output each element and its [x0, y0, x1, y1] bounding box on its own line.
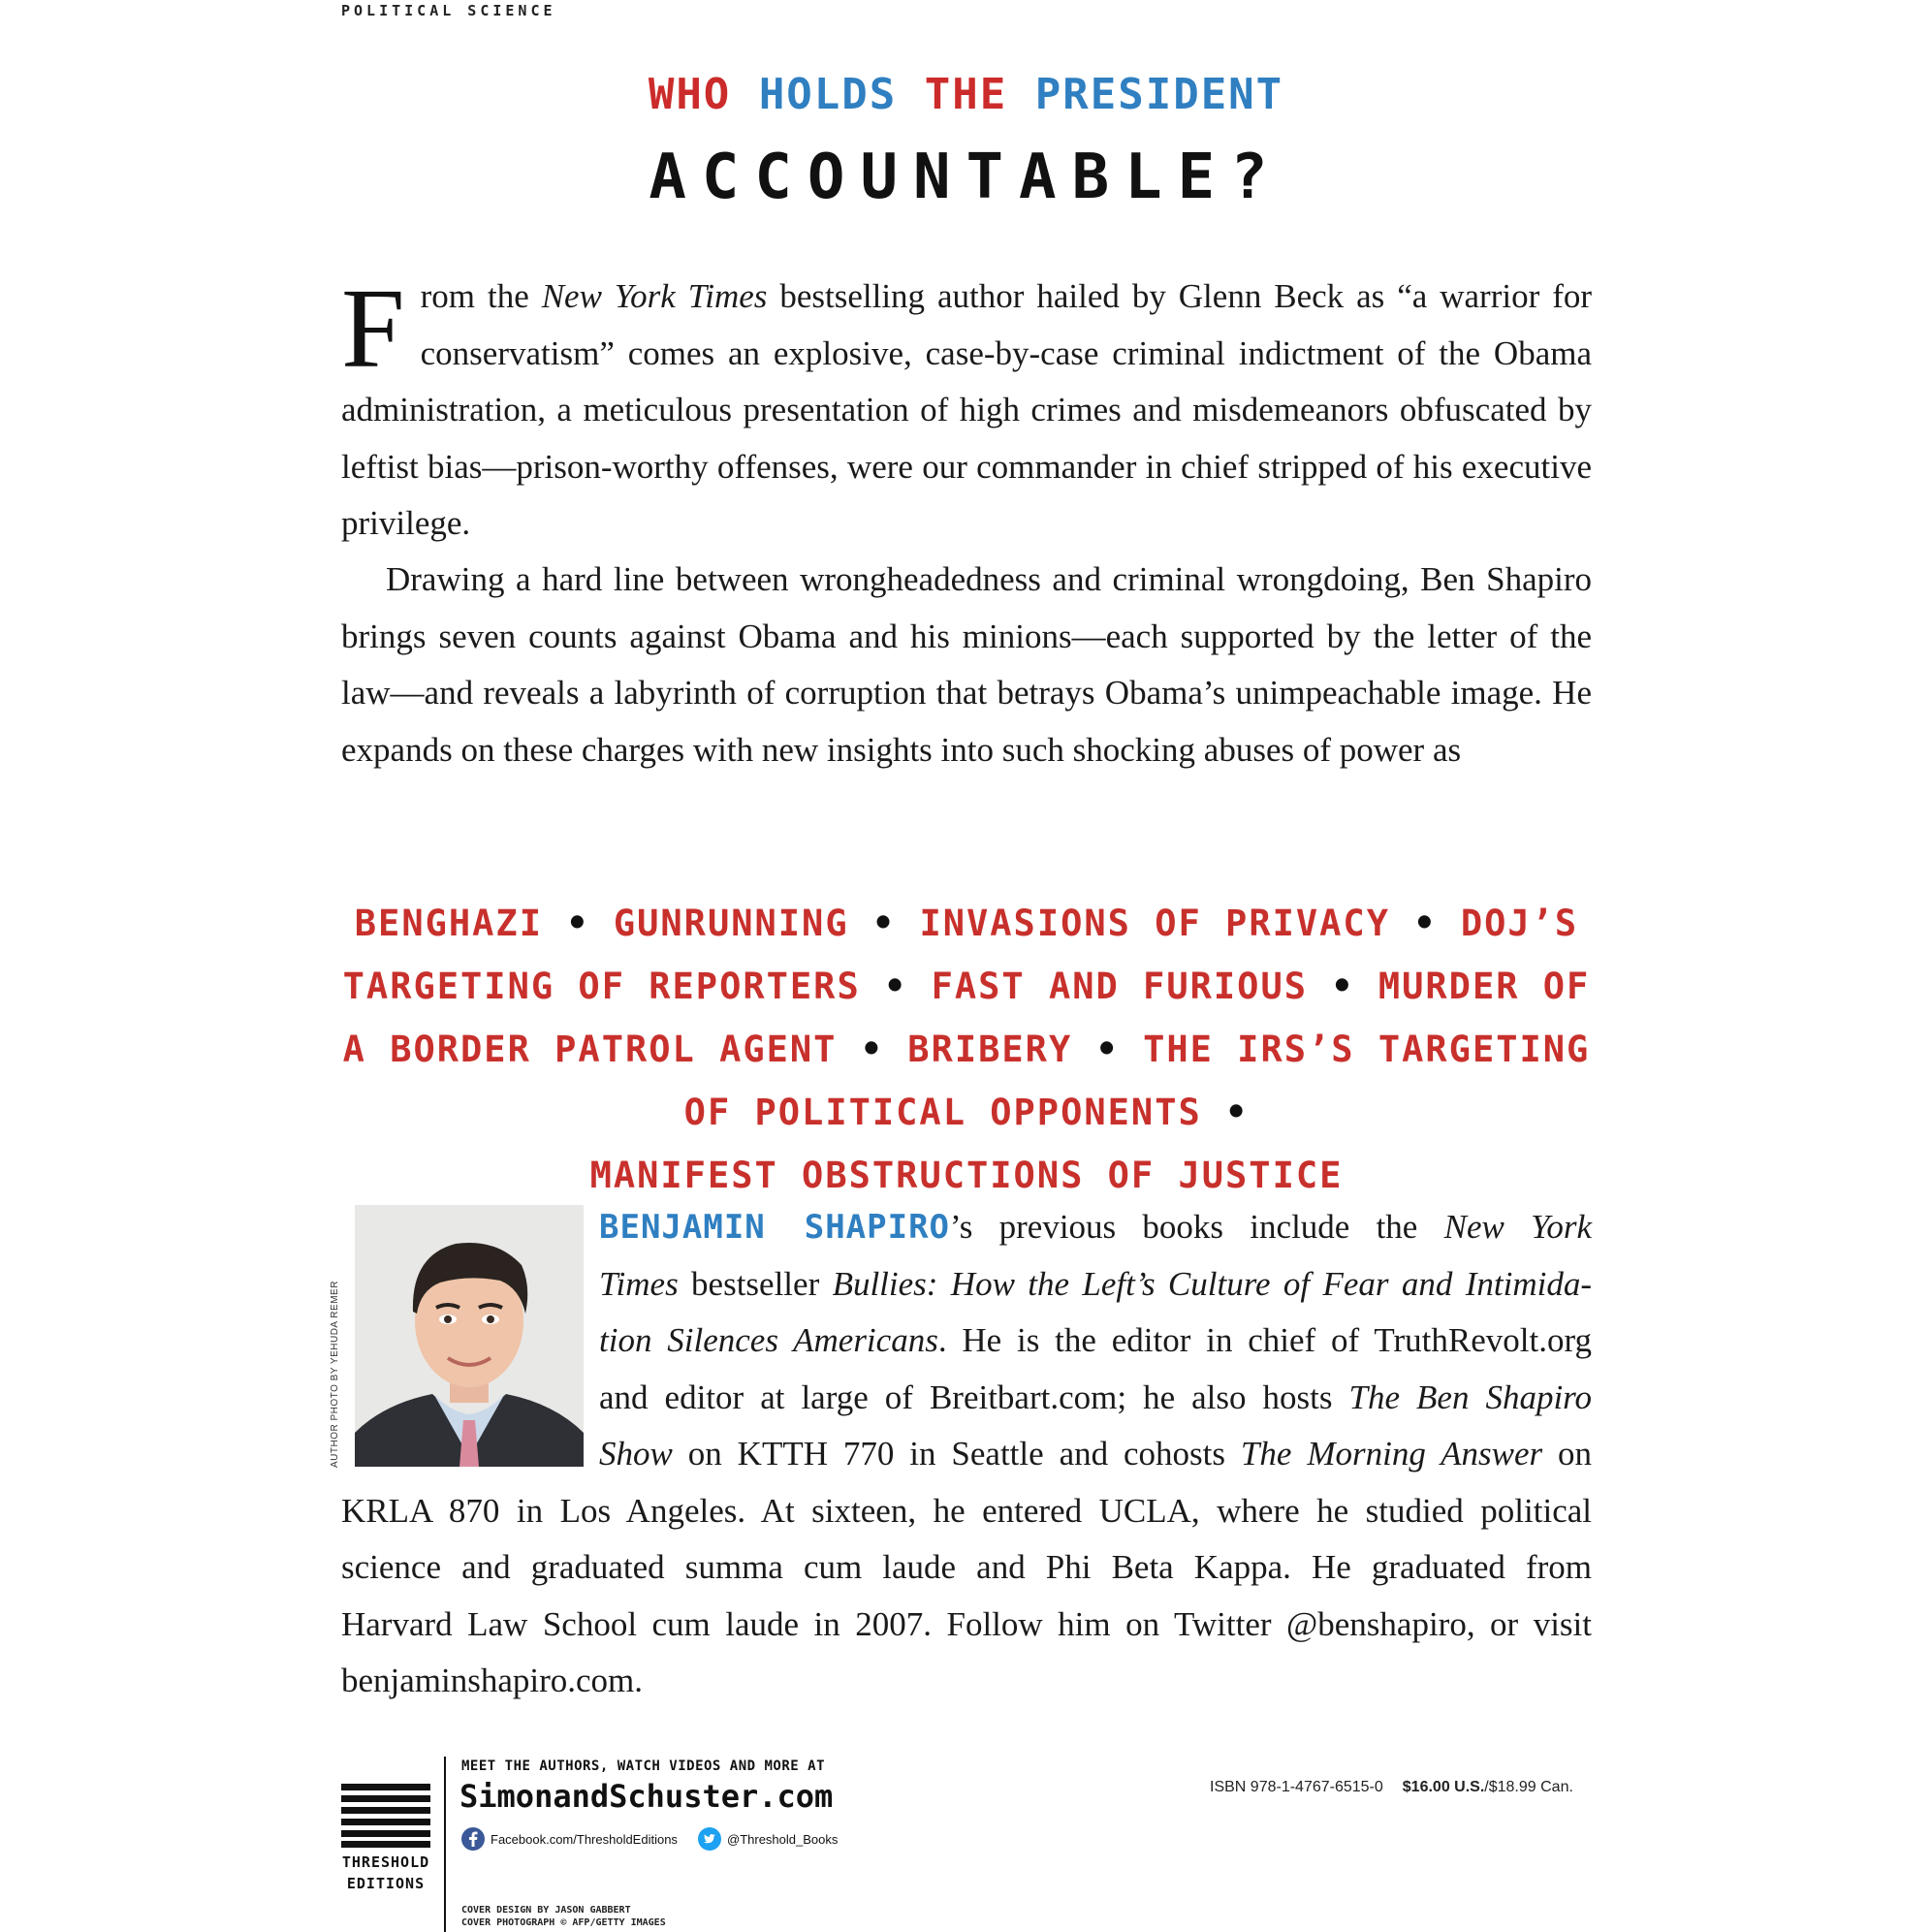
bio-line: Harvard Law School cum laude in 2007. Follow him on Twitter @benshapiro, or visit — [341, 1604, 1592, 1643]
intro-paragraph-1: From the New York Times bestselling author hailed by Glenn Beck as “a warrior for conservatism” comes an explosive, case-by-case criminal indictment of the Obama administration, a meticulous presentation of high crimes and misdemeanors obfuscated by leftist bias—prison-worthy offenses, were our commander in chief stripped of his executive privilege. — [341, 265, 1593, 542]
flag-stripes-icon — [341, 1784, 430, 1848]
bio-line: BENJAMIN SHAPIRO’s previous books include the New York — [599, 1208, 1593, 1247]
price-us: $16.00 U.S. — [1402, 1779, 1485, 1795]
charge-item: DOJ’S TARGETING OF REPORTERS — [342, 903, 1579, 1007]
isbn-price — [1210, 1779, 1573, 1796]
bio-line: benjaminshapiro.com. — [341, 1662, 644, 1699]
author-name: BENJAMIN SHAPIRO — [599, 1208, 951, 1247]
twitter-link[interactable] — [698, 1827, 838, 1851]
bio-line: KRLA 870 in Los Angeles. At sixteen, he entered UCLA, where he studied political — [341, 1491, 1592, 1530]
charge-item: GUNRUNNING — [613, 903, 849, 944]
charge-item: BENGHAZI — [354, 903, 543, 944]
charges-list: BENGHAZI • GUNRUNNING • INVASIONS OF PRIVACY • DOJ’S TARGETING OF REPORTERS • FAST AND FURIOUS • MURDER OF A BORDER PATROL AGENT • BRIBERY • THE IRS’S TARGETING OF POLITICAL OPPONENTS • MANIFEST OBSTRUCTIONS OF JUSTICE — [342, 903, 1591, 1196]
publisher-website[interactable]: SimonandSchuster.com — [459, 1778, 834, 1815]
charge-item: INVASIONS OF PRIVACY — [919, 903, 1390, 944]
headline-word-who: WHO — [648, 70, 732, 119]
author-photo-credit: AUTHOR PHOTO BY YEHUDA REMER — [330, 1281, 340, 1468]
logo-text-editions: EDITIONS — [346, 1875, 426, 1892]
bio-line: Show on KTTH 770 in Seattle and cohosts The Morning Answer on — [599, 1435, 1593, 1473]
intro-paragraph-2: Drawing a hard line between wrongheadedness and criminal wrongdoing, Ben Shapiro brings seven counts against Obama and his minions—each supported by the letter of the law—and reveals a labyrinth of corruption that betrays Obama’s unimpeachable image. He expands on these charges with new insights into such shocking abuses of power as — [341, 560, 1592, 769]
headline-question — [0, 70, 1932, 119]
headline-word-the: THE — [924, 70, 1008, 119]
headline-word-president: PRESIDENT — [1034, 70, 1284, 119]
drop-cap: F — [341, 265, 405, 392]
charge-item: MURDER OF A BORDER PATROL AGENT — [342, 966, 1591, 1070]
footer-divider — [444, 1757, 446, 1932]
price-can: /$18.99 Can. — [1484, 1779, 1573, 1795]
headline-word-holds: HOLDS — [758, 70, 898, 119]
facebook-handle: Facebook.com/ThresholdEditions — [491, 1831, 678, 1847]
category-label: POLITICAL SCIENCE — [341, 2, 556, 19]
logo-text-threshold: THRESHOLD — [341, 1853, 430, 1871]
cover-credits — [461, 1904, 666, 1929]
twitter-icon — [698, 1827, 721, 1851]
charge-item: THE IRS’S TARGETING OF POLITICAL OPPONENTS — [683, 1029, 1591, 1133]
charge-item: MANIFEST OBSTRUCTIONS OF JUSTICE — [589, 1155, 1344, 1196]
bio-line: Times bestseller Bullies: How the Left’s Culture of Fear and Intimida- — [599, 1264, 1592, 1303]
headline-accountable: ACCOUNTABLE? — [649, 142, 1283, 213]
charge-item: FAST AND FURIOUS — [931, 966, 1308, 1007]
threshold-logo — [341, 1784, 430, 1894]
isbn-number: ISBN 978-1-4767-6515-0 — [1210, 1779, 1383, 1795]
bio-line: science and graduated summa cum laude and Phi Beta Kappa. He graduated from — [341, 1548, 1592, 1586]
twitter-handle: @Threshold_Books — [727, 1831, 839, 1847]
bio-line: and editor at large of Breitbart.com; he also hosts The Ben Shapiro — [599, 1378, 1592, 1416]
meet-authors-text: MEET THE AUTHORS, WATCH VIDEOS AND MORE AT — [461, 1758, 826, 1774]
facebook-link[interactable] — [461, 1827, 678, 1851]
nyt-title: New York Times — [541, 277, 768, 315]
cover-design-credit: COVER DESIGN BY JASON GABBERT — [461, 1905, 631, 1916]
cover-photo-credit: COVER PHOTOGRAPH © AFP/GETTY IMAGES — [461, 1917, 666, 1928]
charge-item: BRIBERY — [907, 1029, 1073, 1070]
bio-line: tion Silences Americans. He is the editor in chief of TruthRevolt.org — [599, 1321, 1592, 1359]
author-bio — [341, 1199, 1592, 1710]
facebook-icon — [461, 1827, 485, 1851]
